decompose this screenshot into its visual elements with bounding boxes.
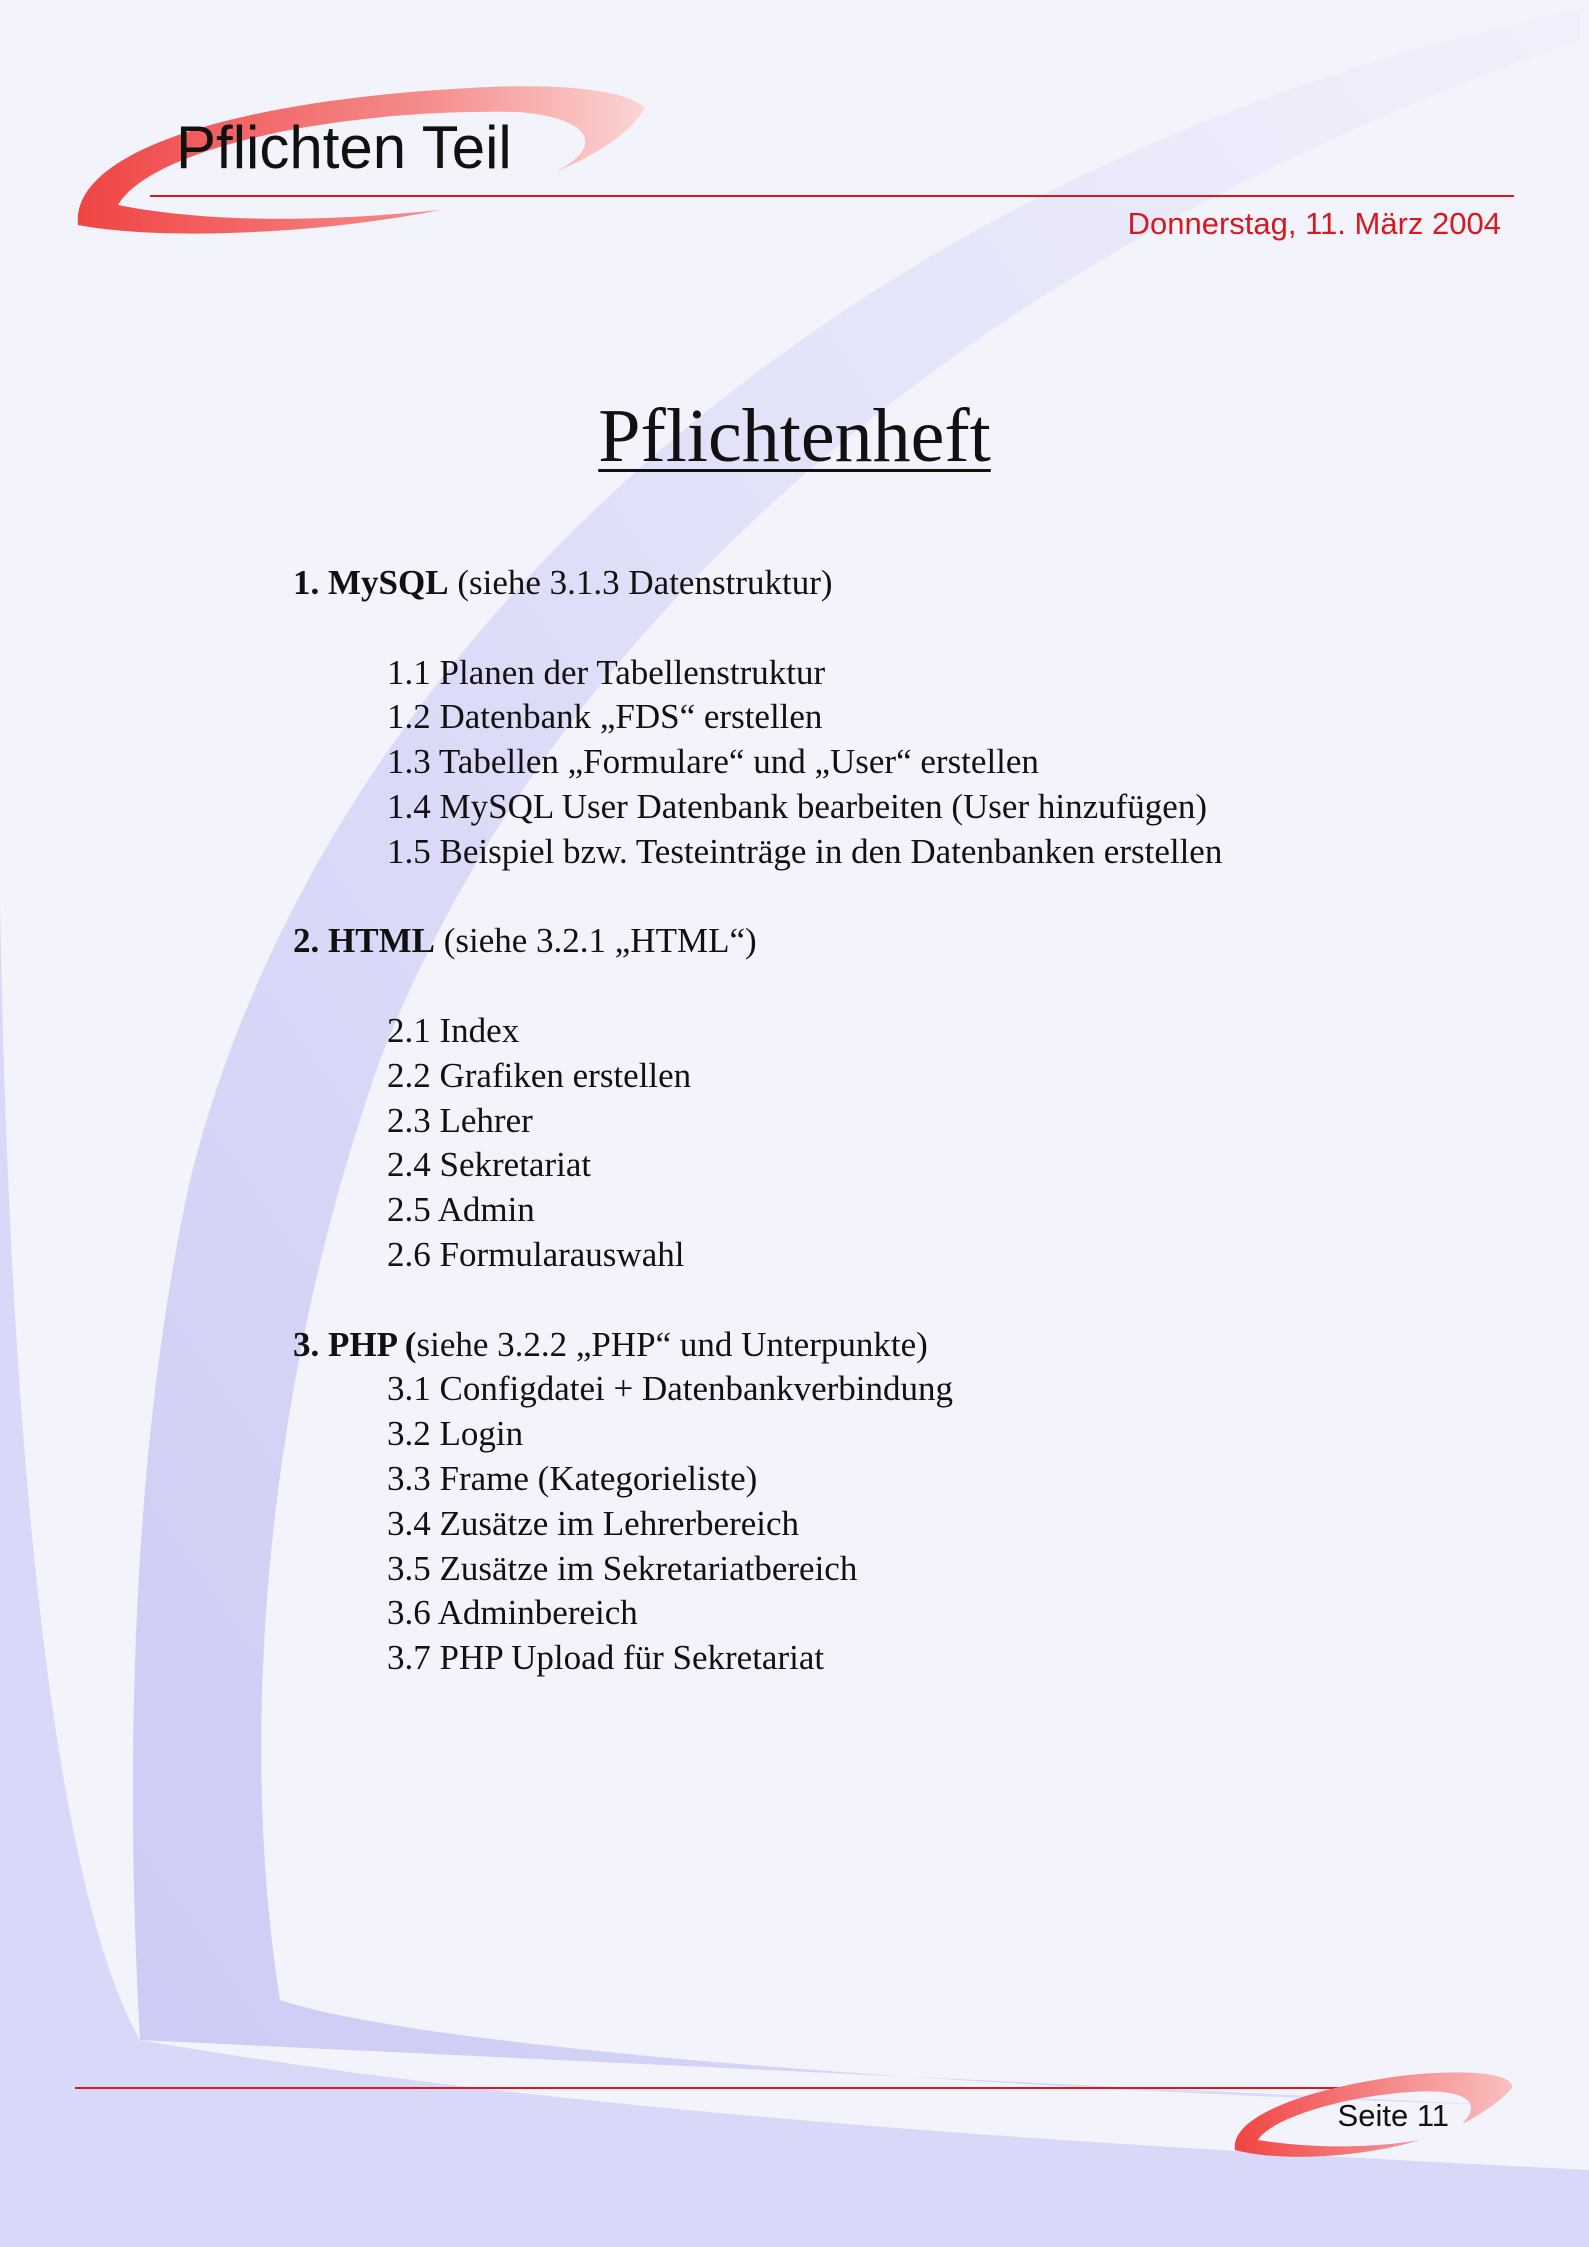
spacer bbox=[293, 964, 1373, 1009]
spacer bbox=[293, 606, 1373, 651]
list-item: 1.3 Tabellen „Formulare“ und „User“ erstellen bbox=[387, 742, 1039, 782]
list-item: 1.4 MySQL User Datenbank bearbeiten (User hinzufügen) bbox=[387, 786, 1207, 826]
section-heading-html bbox=[293, 919, 1373, 964]
list-item: 3.1 Configdatei + Datenbankverbindung bbox=[387, 1369, 953, 1409]
section-heading-php bbox=[293, 1323, 1373, 1368]
list-item: 2.2 Grafiken erstellen bbox=[387, 1055, 692, 1095]
spacer bbox=[293, 875, 1373, 920]
section-number: 2. bbox=[293, 921, 320, 961]
list-item: 1.5 Beispiel bzw. Testeinträge in den Datenbanken erstellen bbox=[387, 831, 1223, 871]
spacer bbox=[293, 1278, 1373, 1323]
section-items-php bbox=[293, 1367, 1373, 1681]
list-item: 3.2 Login bbox=[387, 1414, 524, 1454]
section-reference: (siehe 3.1.3 Datenstruktur) bbox=[448, 563, 833, 602]
section-heading-mysql bbox=[293, 561, 1373, 606]
list-item: 2.6 Formularauswahl bbox=[387, 1234, 685, 1274]
section-name: PHP ( bbox=[328, 1324, 417, 1364]
list-item: 2.5 Admin bbox=[387, 1190, 535, 1230]
section-number: 3. bbox=[293, 1324, 320, 1364]
section-items-mysql bbox=[293, 651, 1373, 875]
header-date: Donnerstag, 11. März 2004 bbox=[1127, 206, 1501, 241]
list-item: 2.1 Index bbox=[387, 1010, 520, 1050]
list-item: 1.1 Planen der Tabellenstruktur bbox=[387, 652, 826, 692]
list-item: 3.7 PHP Upload für Sekretariat bbox=[387, 1638, 825, 1678]
header-section-title: Pflichten Teil bbox=[176, 114, 512, 181]
footer-page-number: Seite 11 bbox=[1337, 2098, 1449, 2133]
section-reference: (siehe 3.2.1 „HTML“) bbox=[434, 921, 757, 961]
list-item: 2.4 Sekretariat bbox=[387, 1145, 592, 1185]
list-item: 3.4 Zusätze im Lehrerbereich bbox=[387, 1503, 800, 1543]
section-name: MySQL bbox=[328, 563, 449, 602]
section-reference: siehe 3.2.2 „PHP“ und Unterpunkte) bbox=[416, 1324, 928, 1364]
document-title-text: Pflichtenheft bbox=[598, 394, 991, 478]
section-number: 1. bbox=[293, 563, 320, 602]
document-body bbox=[293, 561, 1373, 1681]
list-item: 2.3 Lehrer bbox=[387, 1100, 533, 1140]
list-item: 3.3 Frame (Kategorieliste) bbox=[387, 1458, 758, 1498]
list-item: 3.5 Zusätze im Sekretariatbereich bbox=[387, 1548, 858, 1588]
document-title bbox=[0, 394, 1589, 478]
section-items-html bbox=[293, 1009, 1373, 1278]
list-item: 1.2 Datenbank „FDS“ erstellen bbox=[387, 697, 823, 737]
list-item: 3.6 Adminbereich bbox=[387, 1593, 638, 1633]
section-name: HTML bbox=[328, 921, 435, 961]
